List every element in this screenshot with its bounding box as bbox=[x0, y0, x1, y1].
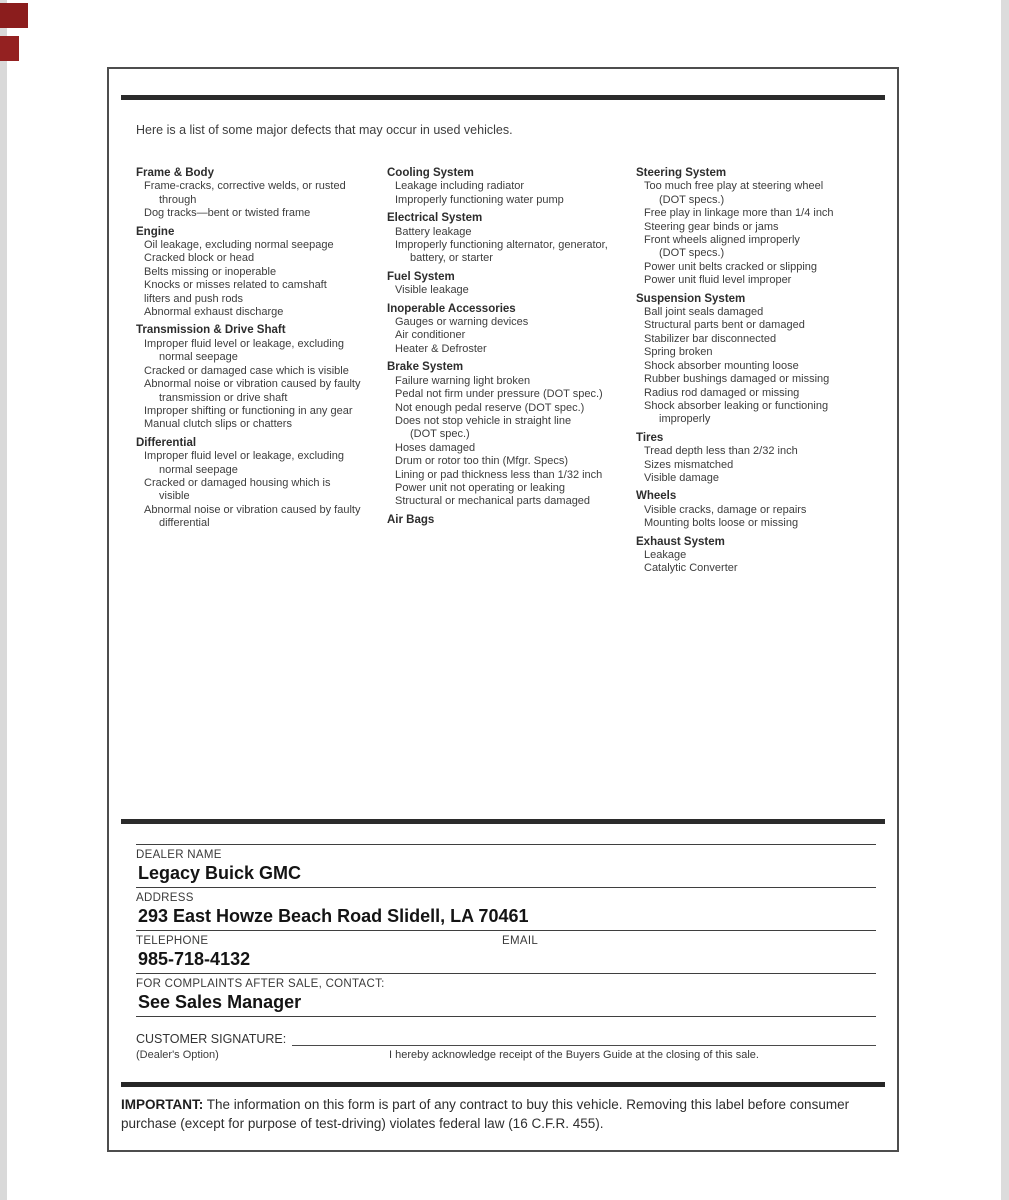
defect-item: Hoses damaged bbox=[395, 441, 476, 454]
defect-section-title: Differential bbox=[136, 436, 197, 449]
customer-signature-label: CUSTOMER SIGNATURE: bbox=[136, 1032, 287, 1046]
field-value[interactable]: 985-718-4132 bbox=[138, 949, 251, 969]
dealer-form-cell bbox=[136, 933, 502, 971]
defect-item: Drum or rotor too thin (Mfgr. Specs) bbox=[395, 455, 568, 468]
defect-item: Structural or mechanical parts damaged bbox=[395, 495, 591, 508]
defect-section bbox=[636, 536, 879, 576]
defect-section bbox=[387, 361, 636, 508]
dealer-form-row bbox=[136, 887, 876, 930]
important-text: The information on this form is part of any contract to buy this vehicle. Removing this label before consumer purchase (except for purpose of test-driving) violates federal law (16 C.F.R. 455). bbox=[121, 1097, 850, 1131]
defect-item: lifters and push rods bbox=[144, 292, 244, 305]
defect-item: Mounting bolts loose or missing bbox=[644, 517, 799, 530]
defect-section-title: Suspension System bbox=[636, 292, 746, 305]
left-edge-strip bbox=[0, 0, 7, 1200]
defect-section bbox=[387, 212, 636, 266]
defect-section bbox=[636, 167, 879, 288]
scan-artifact-red-mark bbox=[0, 3, 28, 28]
defect-item: Battery leakage bbox=[395, 225, 472, 238]
field-value[interactable] bbox=[502, 948, 876, 969]
defect-item: Radius rod damaged or missing bbox=[644, 386, 800, 399]
defect-section-title: Frame & Body bbox=[136, 167, 214, 179]
defect-item: Knocks or misses related to camshaft bbox=[144, 279, 327, 292]
defect-item: Manual clutch slips or chatters bbox=[144, 418, 292, 431]
defect-section bbox=[636, 293, 879, 427]
field-value[interactable]: See Sales Manager bbox=[138, 992, 302, 1012]
defect-item: Abnormal noise or vibration caused by faulty transmission or drive shaft bbox=[144, 378, 361, 404]
defect-item: Pedal not firm under pressure (DOT spec.) bbox=[395, 388, 603, 401]
defect-item: Improper fluid level or leakage, excluding normal seepage bbox=[144, 337, 344, 364]
defect-section-title: Inoperable Accessories bbox=[387, 302, 516, 315]
defect-item: Tread depth less than 2/32 inch bbox=[644, 445, 798, 458]
defect-section bbox=[387, 303, 636, 357]
defect-item: Leakage bbox=[644, 548, 687, 561]
dealer-form-row bbox=[136, 973, 876, 1016]
defect-item: Lining or pad thickness less than 1/32 inch bbox=[395, 468, 603, 481]
defect-item: Improperly functioning alternator, generator, battery, or starter bbox=[395, 239, 608, 265]
defect-item: Visible damage bbox=[644, 471, 720, 484]
dealer-form-cell bbox=[136, 976, 876, 1014]
defect-item: Stabilizer bar disconnected bbox=[644, 332, 777, 345]
defect-section bbox=[136, 226, 387, 320]
defect-section bbox=[136, 324, 387, 431]
field-value[interactable]: 293 East Howze Beach Road Slidell, LA 70461 bbox=[138, 906, 529, 926]
defect-item: Shock absorber mounting loose bbox=[644, 359, 799, 372]
defect-section bbox=[136, 167, 387, 221]
defects-column-3 bbox=[636, 167, 879, 576]
customer-signature-block bbox=[136, 1032, 876, 1061]
defect-item: Not enough pedal reserve (DOT spec.) bbox=[395, 401, 585, 414]
field-value[interactable]: Legacy Buick GMC bbox=[138, 863, 302, 883]
defect-section-title: Cooling System bbox=[387, 167, 474, 179]
defects-column-1 bbox=[136, 167, 387, 576]
defect-item: Abnormal exhaust discharge bbox=[144, 306, 284, 319]
defect-section bbox=[387, 514, 636, 527]
dealer-form-cell bbox=[502, 933, 876, 971]
acknowledgment-text: I hereby acknowledge receipt of the Buyers Guide at the closing of this sale. bbox=[389, 1049, 759, 1061]
dealer-info-form bbox=[136, 844, 876, 1017]
defects-intro-text: Here is a list of some major defects that may occur in used vehicles. bbox=[136, 123, 513, 137]
defect-section-title: Transmission & Drive Shaft bbox=[136, 324, 286, 337]
defect-section-title: Exhaust System bbox=[636, 535, 725, 548]
defect-item: Failure warning light broken bbox=[395, 374, 531, 387]
defect-item: Power unit belts cracked or slipping bbox=[644, 260, 818, 273]
defect-item: Spring broken bbox=[644, 346, 713, 359]
defect-item: Power unit fluid level improper bbox=[644, 274, 792, 287]
important-label: IMPORTANT: bbox=[121, 1097, 204, 1112]
defect-item: Visible leakage bbox=[395, 284, 469, 297]
field-label: FOR COMPLAINTS AFTER SALE, CONTACT: bbox=[136, 978, 385, 990]
defect-item: Oil leakage, excluding normal seepage bbox=[144, 239, 334, 252]
defects-columns bbox=[136, 167, 881, 576]
dealer-form-bottom-line bbox=[136, 1016, 876, 1017]
defect-item: Gauges or warning devices bbox=[395, 316, 529, 329]
defect-item: Abnormal noise or vibration caused by faulty differential bbox=[144, 503, 361, 530]
defect-item: Steering gear binds or jams bbox=[644, 220, 779, 233]
defect-item: Heater & Defroster bbox=[395, 342, 487, 355]
defect-section bbox=[387, 167, 636, 207]
defect-item: Power unit not operating or leaking bbox=[395, 481, 565, 494]
top-divider-rule bbox=[121, 95, 885, 100]
defect-item: Visible cracks, damage or repairs bbox=[644, 503, 807, 516]
defect-item: Does not stop vehicle in straight line (DOT spec.) bbox=[395, 414, 572, 441]
defect-item: Shock absorber leaking or functioning improperly bbox=[644, 399, 829, 426]
defect-section bbox=[636, 490, 879, 530]
defect-section-title: Fuel System bbox=[387, 270, 455, 283]
important-notice bbox=[121, 1095, 881, 1133]
field-label: EMAIL bbox=[502, 935, 539, 947]
defect-section-title: Brake System bbox=[387, 361, 464, 374]
field-label: ADDRESS bbox=[136, 892, 194, 904]
defect-item: Too much free play at steering wheel (DOT specs.) bbox=[644, 180, 824, 206]
defect-item: Improper shifting or functioning in any gear bbox=[144, 404, 353, 417]
defect-section-title: Tires bbox=[636, 431, 664, 444]
defect-section bbox=[136, 437, 387, 531]
defect-item: Improperly functioning water pump bbox=[395, 193, 564, 206]
defect-section-title: Engine bbox=[136, 225, 175, 238]
defect-item: Cracked or damaged housing which is visible bbox=[144, 476, 331, 503]
defect-item: Free play in linkage more than 1/4 inch bbox=[644, 207, 834, 220]
dealer-form-row bbox=[136, 930, 876, 973]
defect-section-title: Electrical System bbox=[387, 212, 483, 225]
defect-item: Structural parts bent or damaged bbox=[644, 319, 805, 332]
defect-section-title: Wheels bbox=[636, 490, 677, 503]
defect-section-title: Air Bags bbox=[387, 513, 435, 526]
defect-item: Leakage including radiator bbox=[395, 180, 525, 193]
defect-item: Improper fluid level or leakage, excluding normal seepage bbox=[144, 450, 344, 476]
dealers-option-label: (Dealer's Option) bbox=[136, 1049, 219, 1061]
dealer-form-cell bbox=[136, 847, 876, 885]
defects-column-2 bbox=[387, 167, 636, 576]
defect-item: Sizes mismatched bbox=[644, 458, 734, 471]
defect-item: Air conditioner bbox=[395, 329, 466, 342]
defect-section bbox=[636, 432, 879, 486]
dealer-form-row bbox=[136, 844, 876, 887]
defect-item: Frame-cracks, corrective welds, or rusted through bbox=[144, 180, 346, 206]
dealer-form-cell bbox=[136, 890, 876, 928]
defect-item: Ball joint seals damaged bbox=[644, 306, 764, 319]
defect-item: Dog tracks—bent or twisted frame bbox=[144, 207, 311, 220]
defect-section bbox=[387, 271, 636, 298]
field-label: DEALER NAME bbox=[136, 849, 222, 861]
important-divider-rule bbox=[121, 1082, 885, 1087]
defect-section-title: Steering System bbox=[636, 167, 727, 179]
scan-artifact-red-mark bbox=[0, 36, 19, 61]
defect-item: Belts missing or inoperable bbox=[144, 265, 277, 278]
field-label: TELEPHONE bbox=[136, 935, 209, 947]
dealer-section-divider-rule bbox=[121, 819, 885, 824]
defect-item: Front wheels aligned improperly (DOT specs.) bbox=[644, 234, 800, 260]
right-edge-strip bbox=[1001, 0, 1009, 1200]
form-page bbox=[107, 67, 899, 1152]
defect-item: Catalytic Converter bbox=[644, 562, 738, 575]
defect-item: Cracked or damaged case which is visible bbox=[144, 364, 349, 377]
customer-signature-line[interactable] bbox=[292, 1032, 876, 1046]
defect-item: Cracked block or head bbox=[144, 252, 255, 265]
defect-item: Rubber bushings damaged or missing bbox=[644, 373, 830, 386]
